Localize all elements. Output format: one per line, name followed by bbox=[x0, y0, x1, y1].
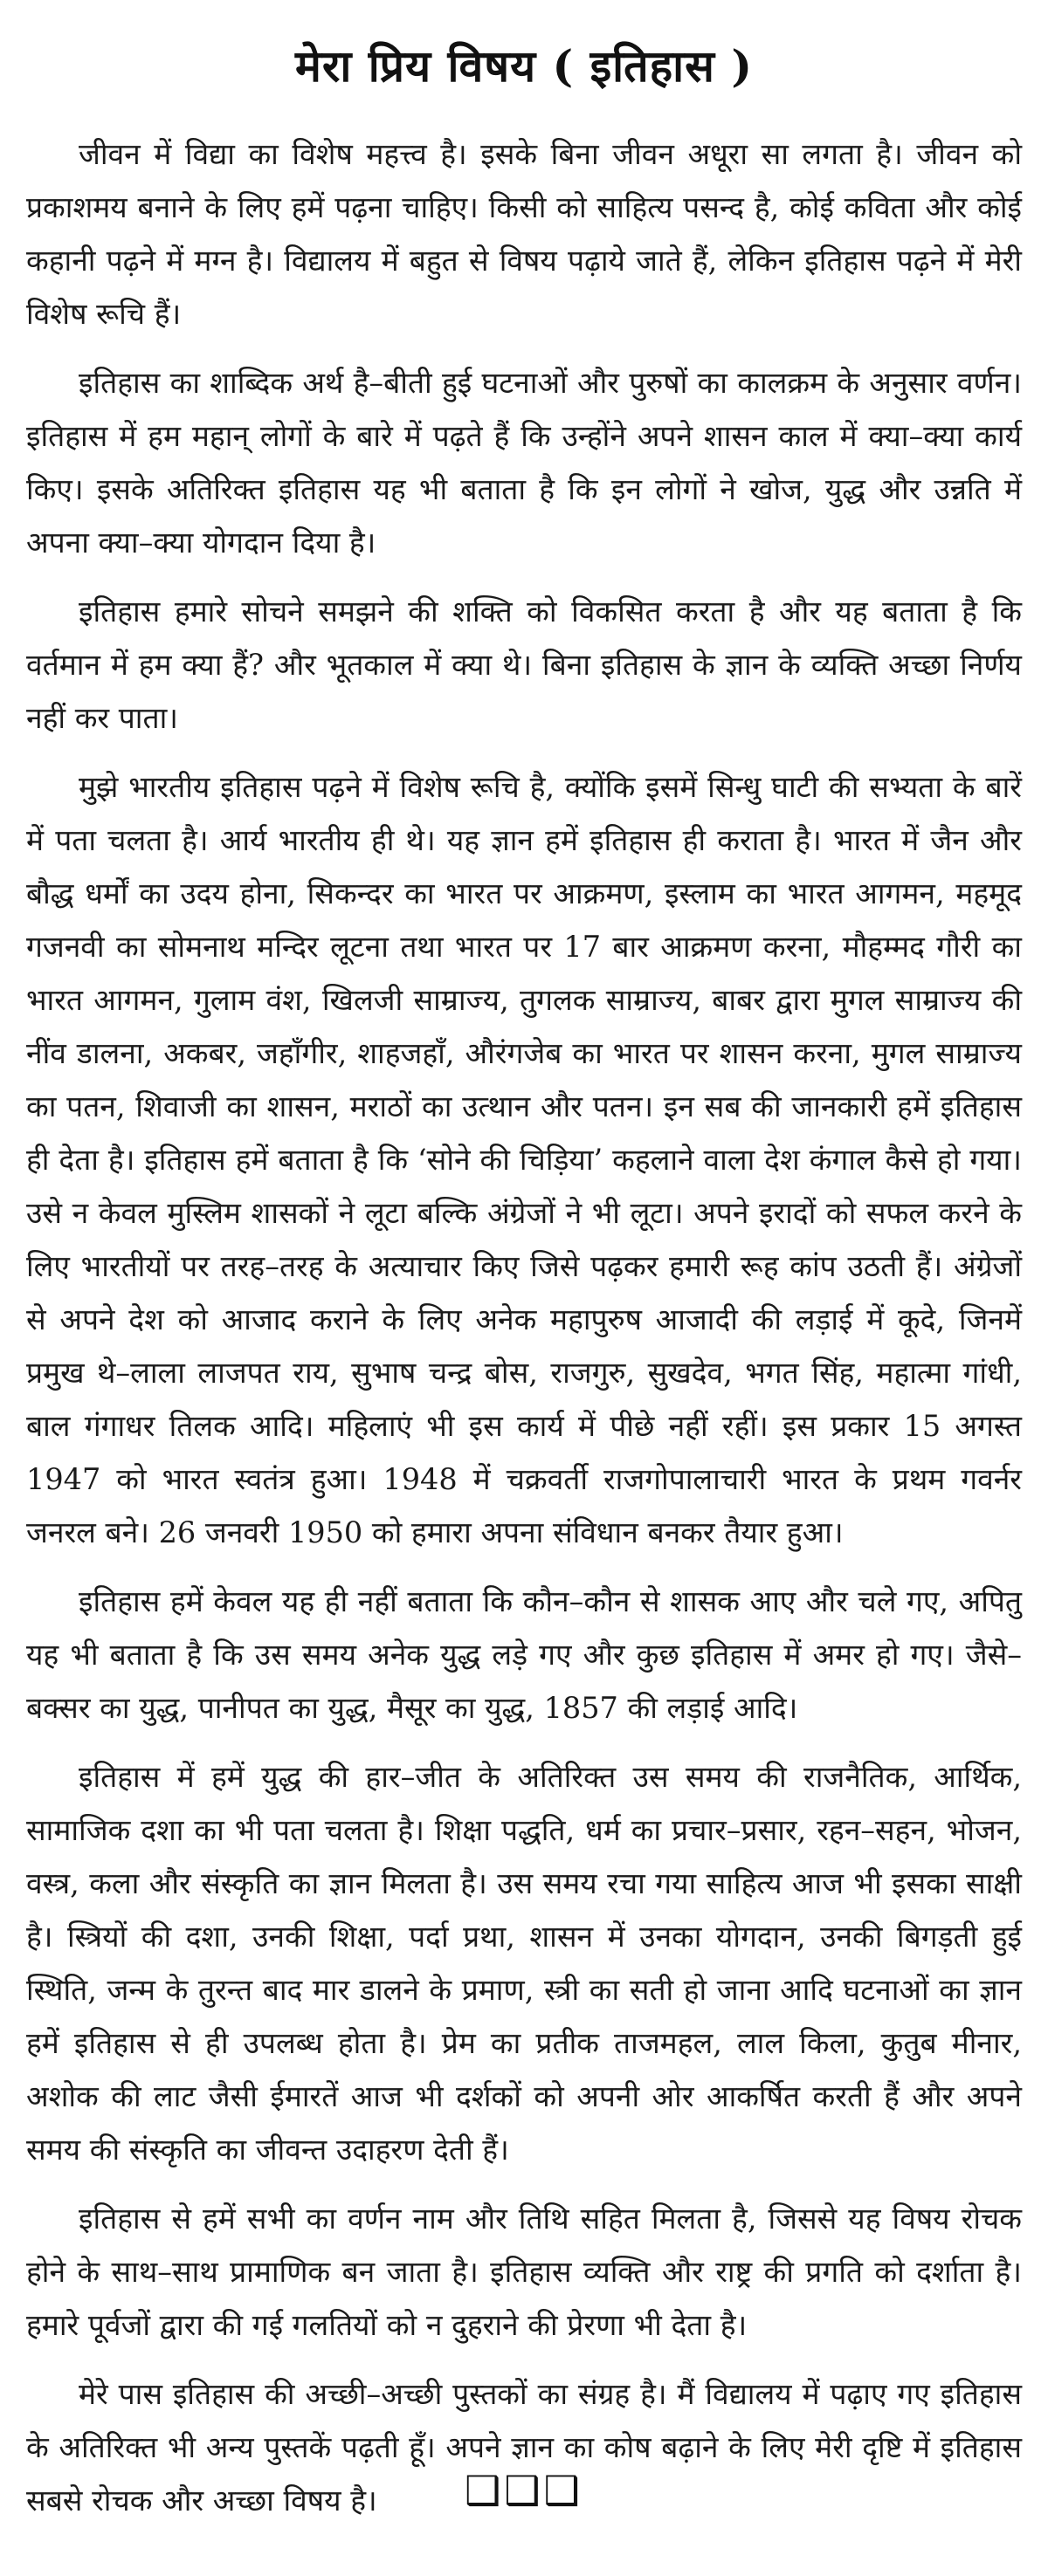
end-mark: ❑❑❑ bbox=[465, 2467, 583, 2514]
paragraph-indian-history: मुझे भारतीय इतिहास पढ़ने में विशेष रूचि है, क्योंकि इसमें सिन्धु घाटी की सभ्यता के बारें में पता चलता है। आर्य भारतीय ही थे। यह ज्ञान हमें इतिहास ही कराता है। भारत में जैन और बौद्ध धर्मों का उदय होना, सिकन्दर का भारत पर आक्रमण, इस्लाम का भारत आगमन, महमूद गजनवी का सोमनाथ मन्दिर लूटना तथा भारत पर 17 बार आक्रमण करना, मौहम्मद गौरी का भारत आगमन, गुलाम वंश, खिलजी साम्राज्य, तुगलक साम्राज्य, बाबर द्वारा मुगल साम्राज्य की नींव डालना, अकबर, जहाँगीर, शाहजहाँ, औरंगजेब का भारत पर शासन करना, मुगल साम्राज्य का पतन, शिवाजी का शासन, मराठों का उत्थान और पतन। इन सब की जानकारी हमें इतिहास ही देता है। इतिहास हमें बताता है कि ‘सोने की चिड़िया’ कहलाने वाला देश कंगाल कैसे हो गया। उसे न केवल मुस्लिम शासकों ने लूटा बल्कि अंग्रेजों ने भी लूटा। अपने इरादों को सफल करने के लिए भारतीयों पर तरह–तरह के अत्याचार किए जिसे पढ़कर हमारी रूह कांप उठती हैं। अंग्रेजों से अपने देश को आजाद कराने के लिए अनेक महापुरुष आजादी की लड़ाई में कूदे, जिनमें प्रमुख थे–लाला लाजपत राय, सुभाष चन्द्र बोस, राजगुरु, सुखदेव, भगत सिंह, महात्मा गांधी, बाल गंगाधर तिलक आदि। महिलाएं भी इस कार्य में पीछे नहीं रहीं। इस प्रकार 15 अगस्त 1947 को भारत स्वतंत्र हुआ। 1948 में चक्रवर्ती राजगोपालाचारी भारत के प्रथम गवर्नर जनरल बने। 26 जनवरी 1950 को हमारा अपना संविधान बनकर तैयार हुआ। bbox=[26, 770, 1022, 1549]
paragraph-thinking: इतिहास हमारे सोचने समझने की शक्ति को विकसित करता है और यह बताता है कि वर्तमान में हम क्या हैं? और भूतकाल में क्या थे। बिना इतिहास के ज्ञान के व्यक्ति अच्छा निर्णय नहीं कर पाता। bbox=[26, 594, 1022, 735]
paragraph-authenticity: इतिहास से हमें सभी का वर्णन नाम और तिथि सहित मिलता है, जिससे यह विषय रोचक होने के साथ–साथ प्रामाणिक बन जाता है। इतिहास व्यक्ति और राष्ट्र की प्रगति को दर्शाता है। हमारे पूर्वजों द्वारा की गई गलतियों को न दुहराने की प्रेरणा भी देता है। bbox=[26, 2202, 1022, 2342]
paragraph-meaning: इतिहास का शाब्दिक अर्थ है–बीती हुई घटनाओं और पुरुषों का कालक्रम के अनुसार वर्णन। इतिहास में हम महान् लोगों के बारे में पढ़ते हैं कि उन्होंने अपने शासन काल में क्या–क्या कार्य किए। इसके अतिरिक्त इतिहास यह भी बताता है कि इन लोगों ने खोज, युद्ध और उन्नति में अपना क्या–क्या योगदान दिया है। bbox=[26, 366, 1022, 560]
paragraph-intro: जीवन में विद्या का विशेष महत्त्व है। इसके बिना जीवन अधूरा सा लगता है। जीवन को प्रकाशमय बनाने के लिए हमें पढ़ना चाहिए। किसी को साहित्य पसन्द है, कोई कविता और कोई कहानी पढ़ने में मग्न है। विद्यालय में बहुत से विषय पढ़ाये जाते हैं, लेकिन इतिहास पढ़ने में मेरी विशेष रूचि हैं। bbox=[26, 137, 1022, 331]
paragraph-society: इतिहास में हमें युद्ध की हार–जीत के अतिरिक्त उस समय की राजनैतिक, आर्थिक, सामाजिक दशा का भी पता चलता है। शिक्षा पद्धति, धर्म का प्रचार–प्रसार, रहन–सहन, भोजन, वस्त्र, कला और संस्कृति का ज्ञान मिलता है। उस समय रचा गया साहित्य आज भी इसका साक्षी है। स्त्रियों की दशा, उनकी शिक्षा, पर्दा प्रथा, शासन में उनका योगदान, उनकी बिगड़ती हुई स्थिति, जन्म के तुरन्त बाद मार डालने के प्रमाण, स्त्री का सती हो जाना आदि घटनाओं का ज्ञान हमें इतिहास से ही उपलब्ध होता है। प्रेम का प्रतीक ताजमहल, लाल किला, कुतुब मीनार, अशोक की लाट जैसी ईमारतें आज भी दर्शकों को अपनी ओर आकर्षित करती हैं और अपने समय की संस्कृति का जीवन्त उदाहरण देती हैं। bbox=[26, 1760, 1022, 2167]
paragraph-wars: इतिहास हमें केवल यह ही नहीं बताता कि कौन–कौन से शासक आए और चले गए, अपितु यह भी बताता है कि उस समय अनेक युद्ध लड़े गए और कुछ इतिहास में अमर हो गए। जैसे–बक्सर का युद्ध, पानीपत का युद्ध, मैसूर का युद्ध, 1857 की लड़ाई आदि। bbox=[26, 1584, 1022, 1725]
paragraph-conclusion: मेरे पास इतिहास की अच्छी–अच्छी पुस्तकों का संग्रह है। मैं विद्यालय में पढ़ाए गए इतिहास के अतिरिक्त भी अन्य पुस्तकें पढ़ती हूँ। अपने ज्ञान का कोष बढ़ाने के लिए मेरी दृष्टि में इतिहास सबसे रोचक और अच्छा विषय है। bbox=[26, 2377, 1022, 2518]
essay-title: मेरा प्रिय विषय ( इतिहास ) bbox=[294, 40, 753, 92]
